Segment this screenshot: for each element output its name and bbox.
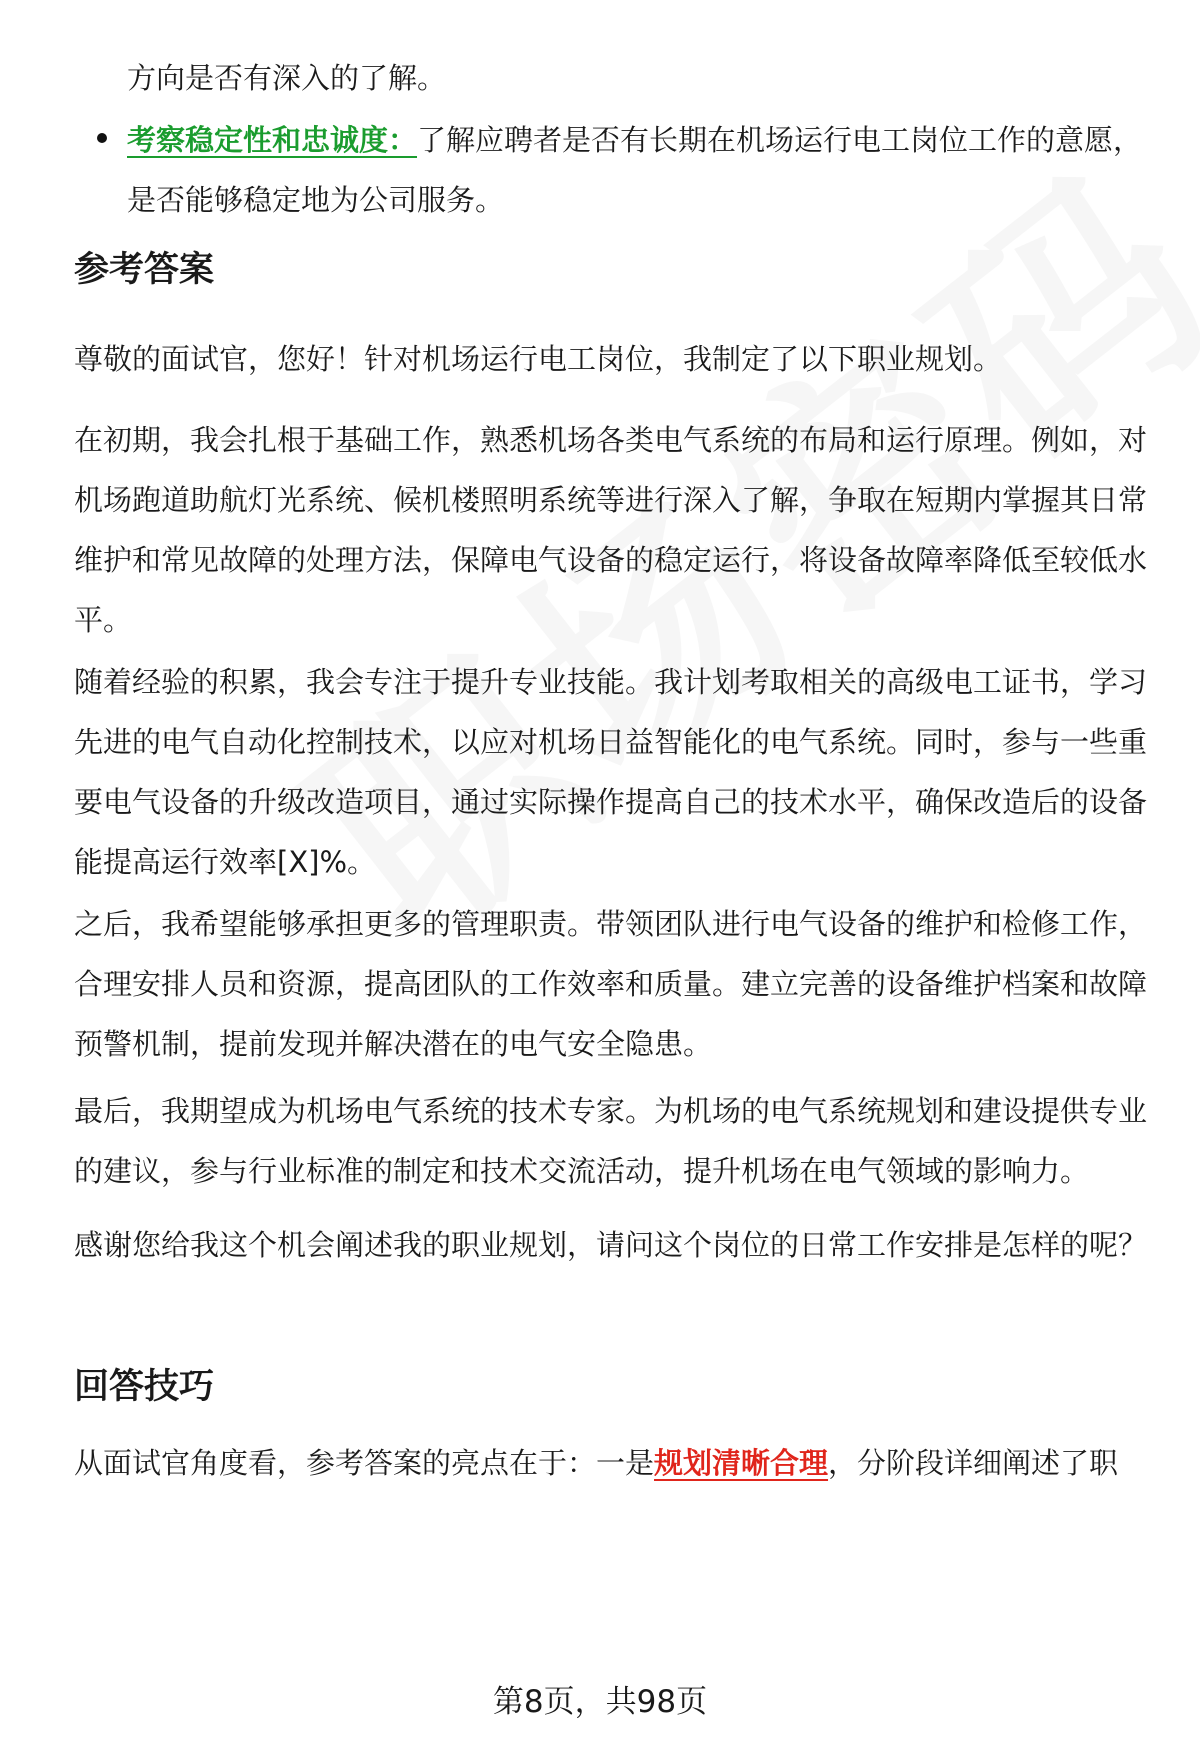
bullet-dot-icon (97, 133, 107, 143)
bullet-text: 了解应聘者是否有长期在机场运行电工岗位工作的意愿，是否能够稳定地为公司服务。 (127, 123, 1143, 217)
tips-intro (74, 1433, 1150, 1493)
reference-answer-heading: 参考答案 (74, 250, 215, 290)
tips-heading: 回答技巧 (74, 1367, 215, 1407)
continuation-text: 方向是否有深入的了解。 (127, 61, 447, 95)
tips-highlight: 规划清晰合理 (654, 1446, 829, 1480)
tips-intro-after: ，分阶段详细阐述了职 (828, 1446, 1119, 1480)
answer-paragraph: 感谢您给我这个机会阐述我的职业规划，请问这个岗位的日常工作安排是怎样的呢？ (74, 1228, 1148, 1262)
answer-paragraph: 在初期，我会扎根于基础工作，熟悉机场各类电气系统的布局和运行原理。例如，对机场跑道助航灯光系统、候机楼照明系统等进行深入了解，争取在短期内掌握其日常维护和常见故障的处理方法，保障电气设备的稳定运行，将设备故障率降低至较低水平。 (74, 423, 1148, 637)
tips-intro-before: 从面试官角度看，参考答案的亮点在于：一是 (74, 1446, 655, 1480)
answer-paragraph: 随着经验的积累，我会专注于提升专业技能。我计划考取相关的高级电工证书，学习先进的电气自动化控制技术，以应对机场日益智能化的电气系统。同时，参与一些重要电气设备的升级改造项目，通过实际操作提高自己的技术水平，确保改造后的设备能提高运行效率[X]%。 (74, 665, 1148, 879)
page-number: 第8页，共98页 (492, 1684, 708, 1720)
bullet-label: 考察稳定性和忠诚度： (127, 123, 418, 157)
answer-paragraph: 尊敬的面试官，您好！针对机场运行电工岗位，我制定了以下职业规划。 (74, 342, 1003, 376)
answer-paragraph: 最后，我期望成为机场电气系统的技术专家。为机场的电气系统规划和建设提供专业的建议，参与行业标准的制定和技术交流活动，提升机场在电气领域的影响力。 (74, 1094, 1148, 1188)
bullet-item (127, 110, 1147, 230)
answer-paragraph: 之后，我希望能够承担更多的管理职责。带领团队进行电气设备的维护和检修工作，合理安排人员和资源，提高团队的工作效率和质量。建立完善的设备维护档案和故障预警机制，提前发现并解决潜在的电气安全隐患。 (74, 907, 1148, 1061)
